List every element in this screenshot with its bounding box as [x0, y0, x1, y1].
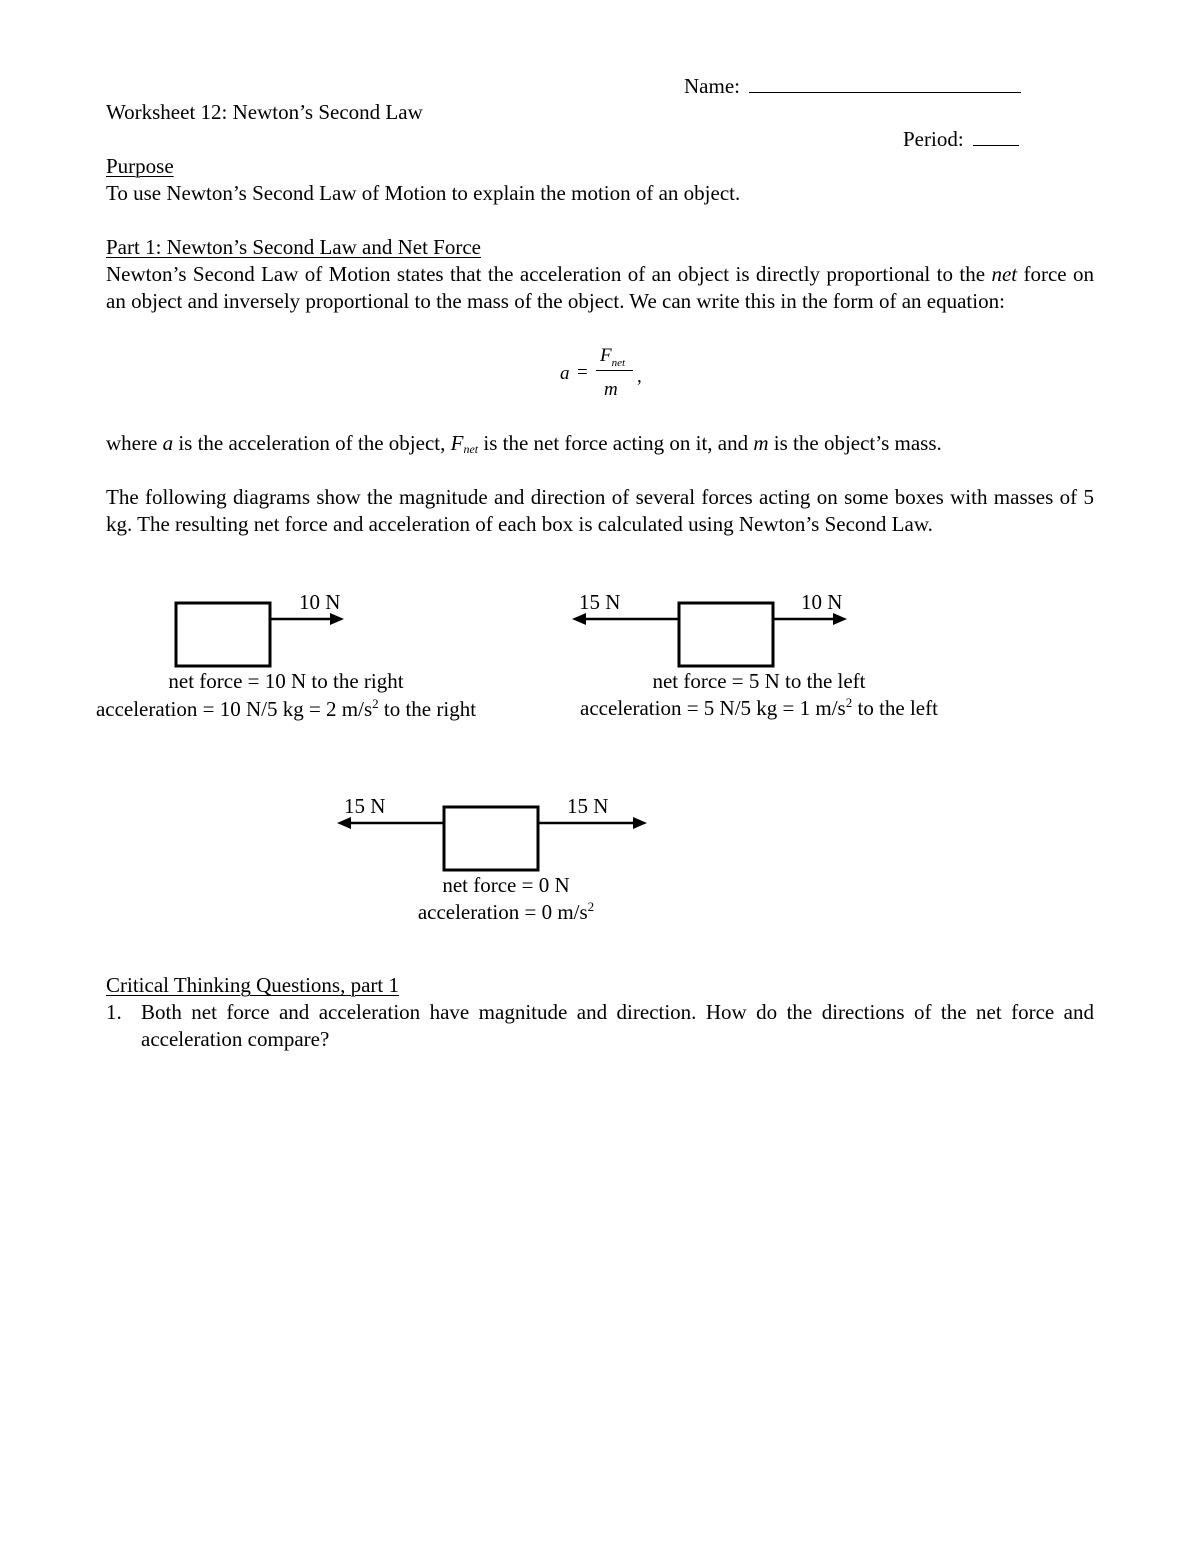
part1-intro-b: force on an object and inversely proportional to the mass of the object. We can write this in the form of an equation: [106, 262, 1095, 313]
equation-equals: = [577, 362, 588, 383]
period-label: Period: [903, 127, 964, 151]
critical-heading: Critical Thinking Questions, part 1 [106, 973, 399, 997]
part1-intro-net: net [991, 262, 1018, 286]
diagram-1-right-force-label: 10 N [299, 590, 341, 614]
part1-heading: Part 1: Newton’s Second Law and Net Force [106, 235, 481, 259]
diagrams-intro: The following diagrams show the magnitude and direction of several forces acting on some boxes with masses of 5 kg. The resulting net force and acceleration of each box is calculated using Newton’s Second Law. [106, 485, 1094, 536]
equation-comma: , [637, 366, 642, 387]
diagram-3-acceleration: acceleration = 0 $m/s^2$ [417, 899, 595, 924]
diagram-3-left-force-label: 15 N [344, 794, 386, 818]
equation-explanation: where a is the acceleration of the object, $F_{net}$ is the net force acting on it, and m is the object’s mass. [106, 431, 942, 456]
diagram-2-right-force-label: 10 N [801, 590, 843, 614]
box [176, 603, 270, 666]
question-1-text: Both net force and acceleration have magnitude and direction. How do the directions of the net force and acceleration compare? [141, 1000, 1094, 1051]
part1-intro-a: Newton’s Second Law of Motion states that the acceleration of an object is directly proportional to the [106, 262, 986, 286]
diagram-2-left-force-label: 15 N [579, 590, 621, 614]
question-1-number: 1. [106, 1000, 122, 1024]
purpose-heading: Purpose [106, 154, 174, 178]
diagram-1-net-force: net force = 10 N to the right [168, 669, 404, 693]
diagram-2-acceleration: acceleration = 5 N/5 kg = 1 $m/s^2$ to the left [580, 695, 938, 720]
diagram-2-net-force: net force = 5 N to the left [652, 669, 866, 693]
name-label: Name: [684, 74, 740, 98]
equation-denominator: m [604, 379, 618, 400]
diagram-1-acceleration: acceleration = 10 N/5 kg = 2 $m/s^2$ to the right [95, 696, 477, 721]
equation-numerator: $F_{net}$ [600, 345, 626, 369]
box [679, 603, 773, 666]
right-arrowhead [633, 817, 647, 829]
diagram-3-net-force: net force = 0 N [442, 873, 570, 897]
page-title: Worksheet 12: Newton’s Second Law [106, 100, 423, 124]
diagram-3-right-force-label: 15 N [567, 794, 609, 818]
equation-lhs: a [560, 363, 570, 384]
box [444, 807, 538, 870]
purpose-text: To use Newton’s Second Law of Motion to explain the motion of an object. [106, 181, 741, 205]
